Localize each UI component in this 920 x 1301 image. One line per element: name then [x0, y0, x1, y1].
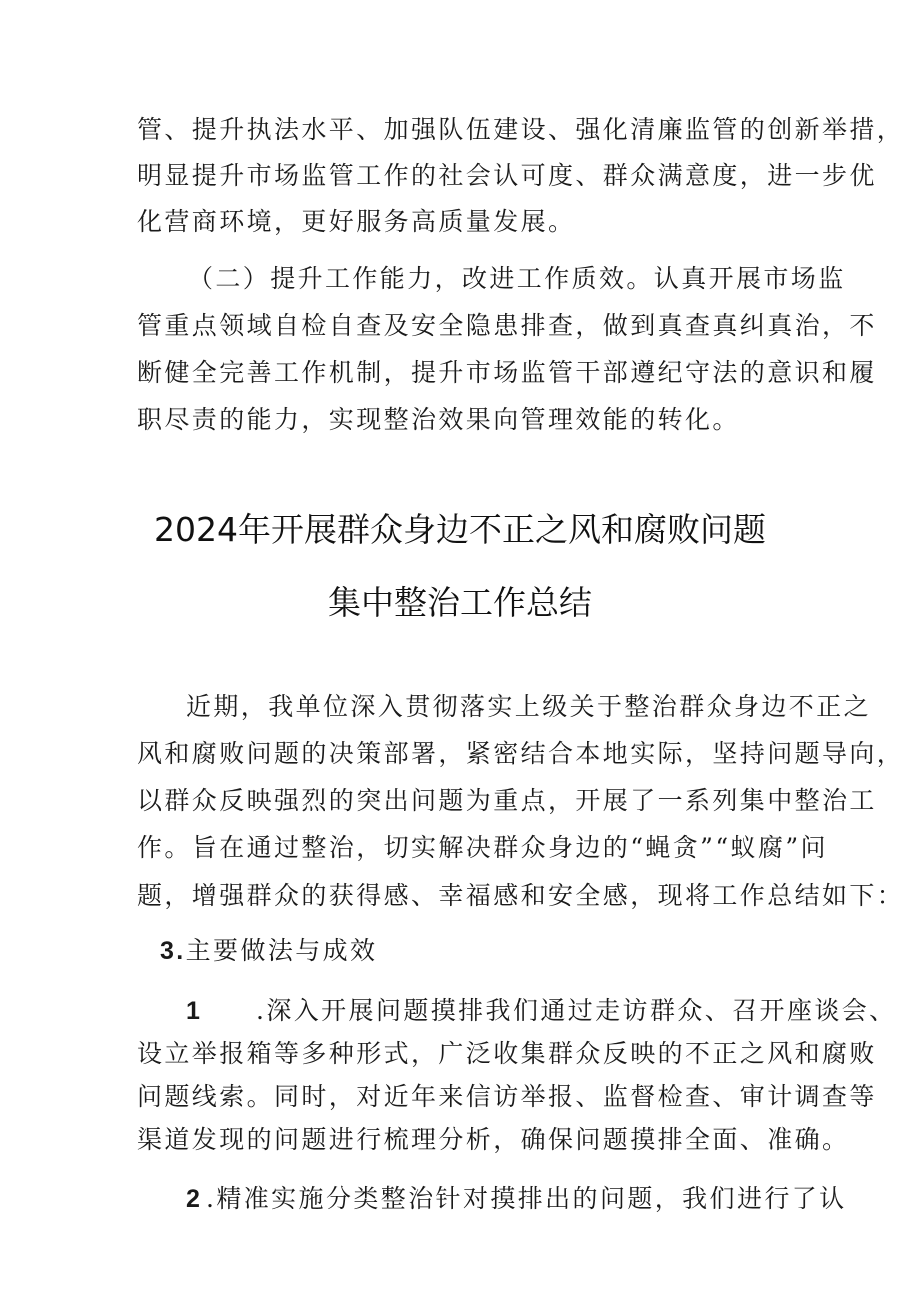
- paragraph-line: 断健全完善工作机制，提升市场监管干部遵纪守法的意识和履: [137, 358, 877, 387]
- section-heading-line: （二）提升工作能力，改进工作质效。认真开展市场监: [188, 264, 846, 293]
- intro-line: 题，增强群众的获得感、幸福感和安全感，现将工作总结如下：: [137, 881, 905, 910]
- item-2-number: 2: [186, 1185, 203, 1213]
- intro-line: 作。旨在通过整治，切实解决群众身边的“蝇贪”“蚁腐”问: [137, 833, 828, 862]
- paragraph-line: 化营商环境，更好服务高质量发展。: [137, 207, 576, 236]
- item-2-line: .精准实施分类整治针对摸排出的问题，我们进行了认: [206, 1184, 847, 1213]
- item-1-line: 问题线索。同时，对近年来信访举报、监督检查、审计调查等: [137, 1082, 877, 1111]
- item-1-line: 渠道发现的问题进行梳理分析，确保问题摸排全面、准确。: [137, 1125, 850, 1154]
- intro-line: 以群众反映强烈的突出问题为重点，开展了一系列集中整治工: [137, 786, 877, 815]
- document-title-line-1: 2024年开展群众身边不正之风和腐败问题: [154, 510, 766, 549]
- paragraph-line: 管重点领域自检自查及安全隐患排查，做到真查真纠真治，不: [137, 311, 877, 340]
- item-1-line: 设立举报箱等多种形式，广泛收集群众反映的不正之风和腐败: [137, 1039, 877, 1068]
- paragraph-line: 管、提升执法水平、加强队伍建设、强化清廉监管的创新举措，: [137, 115, 905, 144]
- intro-line: 风和腐败问题的决策部署，紧密结合本地实际，坚持问题导向，: [137, 739, 905, 768]
- subheading-number: 3.: [160, 937, 186, 965]
- document-title-line-2: 集中整治工作总结: [328, 583, 592, 622]
- intro-line: 近期，我单位深入贯彻落实上级关于整治群众身边不正之: [186, 692, 872, 721]
- subheading-main-measures: [160, 935, 377, 967]
- subheading-text: 主要做法与成效: [185, 936, 378, 965]
- paragraph-line: 职尽责的能力，实现整治效果向管理效能的转化。: [137, 405, 740, 434]
- item-1-line: .深入开展问题摸排我们通过走访群众、召开座谈会、: [256, 996, 897, 1025]
- paragraph-line: 明显提升市场监管工作的社会认可度、群众满意度，进一步优: [137, 161, 877, 190]
- item-1-number: 1: [186, 997, 203, 1025]
